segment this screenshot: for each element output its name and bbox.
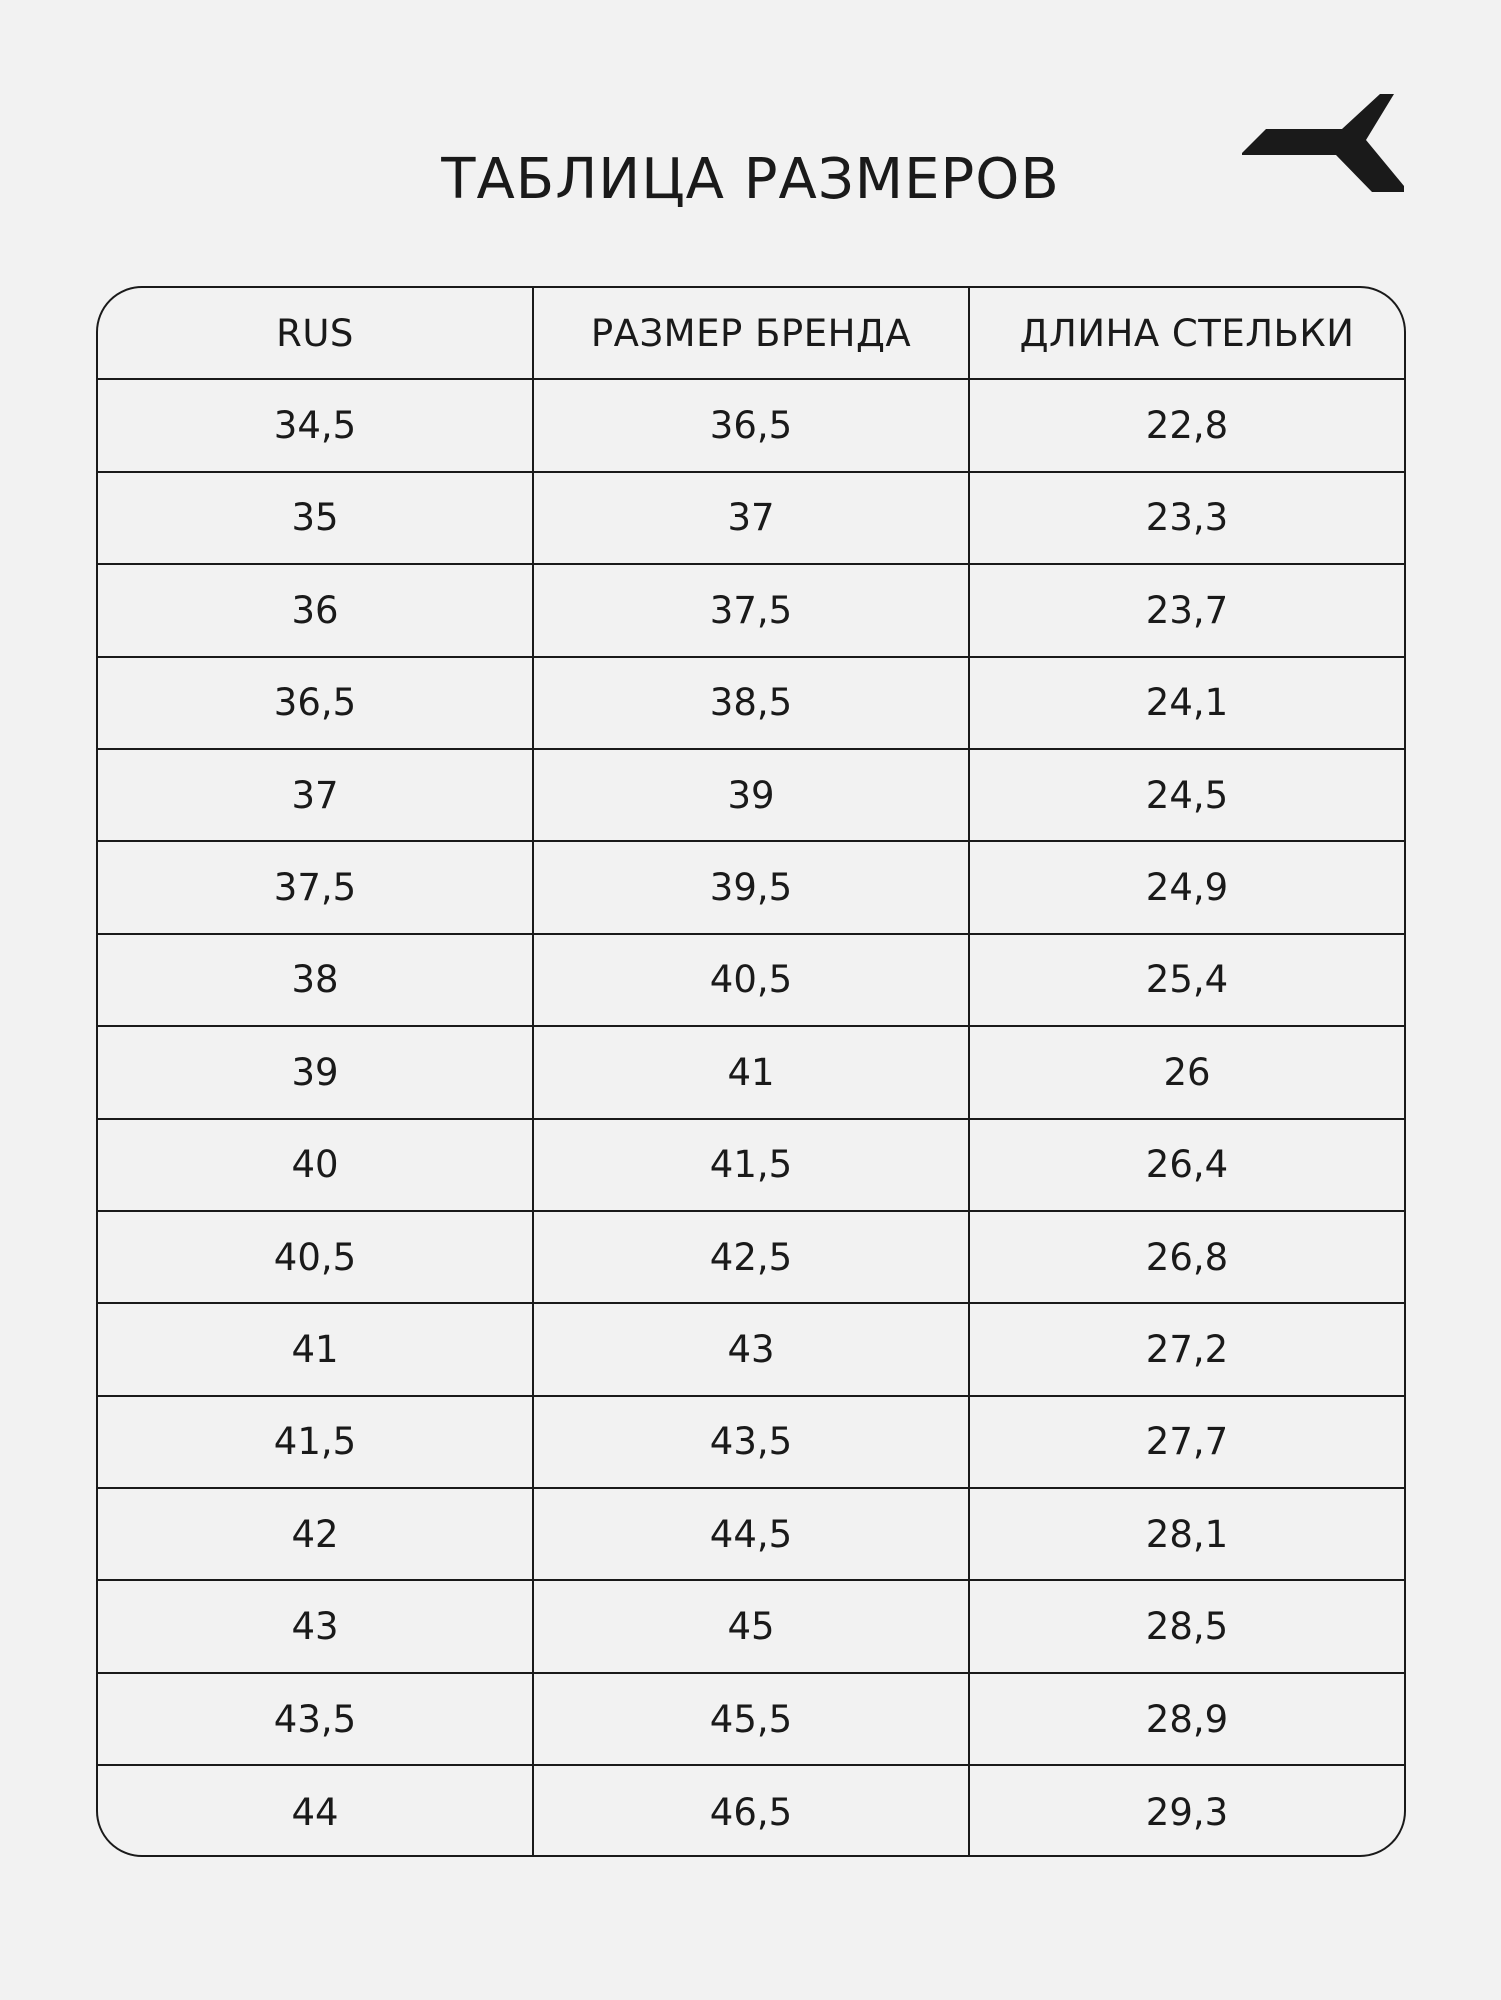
cell-brand-size: 45,5 bbox=[534, 1674, 970, 1764]
cell-insole-length: 27,2 bbox=[1145, 1327, 1229, 1371]
table-row bbox=[98, 658, 1404, 750]
cell-brand-size: 42,5 bbox=[534, 1212, 970, 1302]
header-brand-size: РАЗМЕР БРЕНДА bbox=[534, 288, 970, 378]
cell-insole-length: 23,7 bbox=[1145, 588, 1229, 632]
cell-brand-size: 43,5 bbox=[534, 1397, 970, 1487]
cell-rus-size: 40 bbox=[98, 1120, 534, 1210]
cell-brand-size: 41 bbox=[534, 1027, 970, 1117]
cell-brand-size: 46,5 bbox=[534, 1766, 970, 1857]
cell-rus-size: 41 bbox=[98, 1304, 534, 1394]
cell-rus-size: 38 bbox=[98, 935, 534, 1025]
cell-rus-size: 42 bbox=[98, 1489, 534, 1579]
size-table bbox=[96, 286, 1406, 1857]
cell-brand-size: 40,5 bbox=[534, 935, 970, 1025]
table-header-row bbox=[98, 288, 1404, 380]
table-row bbox=[98, 565, 1404, 657]
table-row bbox=[98, 1581, 1404, 1673]
cell-insole-length: 28,1 bbox=[1145, 1512, 1229, 1556]
table-row bbox=[98, 1674, 1404, 1766]
cell-rus-size: 40,5 bbox=[98, 1212, 534, 1302]
cell-insole-length: 22,8 bbox=[1145, 404, 1229, 448]
cell-rus-size: 43 bbox=[98, 1581, 534, 1671]
cell-rus-size: 39 bbox=[98, 1027, 534, 1117]
cell-insole-length: 24,1 bbox=[1145, 681, 1229, 725]
cell-insole-length: 23,3 bbox=[1145, 496, 1229, 540]
cell-insole-length: 24,5 bbox=[1145, 773, 1229, 817]
cell-rus-size: 34,5 bbox=[98, 380, 534, 470]
cell-brand-size: 44,5 bbox=[534, 1489, 970, 1579]
cell-insole-length: 26,4 bbox=[1145, 1143, 1229, 1187]
cell-insole-length: 26 bbox=[1163, 1050, 1211, 1094]
cell-insole-length: 27,7 bbox=[1145, 1420, 1229, 1464]
cell-brand-size: 38,5 bbox=[534, 658, 970, 748]
header-insole-length: ДЛИНА СТЕЛЬКИ bbox=[1019, 311, 1355, 355]
cell-brand-size: 45 bbox=[534, 1581, 970, 1671]
cell-rus-size: 41,5 bbox=[98, 1397, 534, 1487]
cell-brand-size: 36,5 bbox=[534, 380, 970, 470]
table-row bbox=[98, 1120, 1404, 1212]
cell-insole-length: 25,4 bbox=[1145, 958, 1229, 1002]
cell-rus-size: 44 bbox=[98, 1766, 534, 1857]
table-row bbox=[98, 1027, 1404, 1119]
cell-rus-size: 37,5 bbox=[98, 842, 534, 932]
cell-brand-size: 39,5 bbox=[534, 842, 970, 932]
table-row bbox=[98, 842, 1404, 934]
cell-brand-size: 37 bbox=[534, 473, 970, 563]
table-row bbox=[98, 1212, 1404, 1304]
cell-brand-size: 43 bbox=[534, 1304, 970, 1394]
cell-insole-length: 26,8 bbox=[1145, 1235, 1229, 1279]
cell-rus-size: 36 bbox=[98, 565, 534, 655]
table-row bbox=[98, 380, 1404, 472]
cell-rus-size: 43,5 bbox=[98, 1674, 534, 1764]
page-title: ТАБЛИЦА РАЗМЕРОВ bbox=[441, 147, 1060, 212]
table-row bbox=[98, 1489, 1404, 1581]
table-row bbox=[98, 1766, 1404, 1857]
table-row bbox=[98, 750, 1404, 842]
cell-brand-size: 39 bbox=[534, 750, 970, 840]
table-row bbox=[98, 1397, 1404, 1489]
header-rus: RUS bbox=[98, 288, 534, 378]
cell-rus-size: 36,5 bbox=[98, 658, 534, 748]
cell-rus-size: 37 bbox=[98, 750, 534, 840]
cell-rus-size: 35 bbox=[98, 473, 534, 563]
table-row bbox=[98, 473, 1404, 565]
cell-insole-length: 29,3 bbox=[1145, 1790, 1229, 1834]
table-row bbox=[98, 1304, 1404, 1396]
cell-insole-length: 24,9 bbox=[1145, 866, 1229, 910]
cell-insole-length: 28,9 bbox=[1145, 1697, 1229, 1741]
cell-brand-size: 41,5 bbox=[534, 1120, 970, 1210]
cell-insole-length: 28,5 bbox=[1145, 1605, 1229, 1649]
brand-logo-icon bbox=[1240, 92, 1408, 196]
cell-brand-size: 37,5 bbox=[534, 565, 970, 655]
table-row bbox=[98, 935, 1404, 1027]
